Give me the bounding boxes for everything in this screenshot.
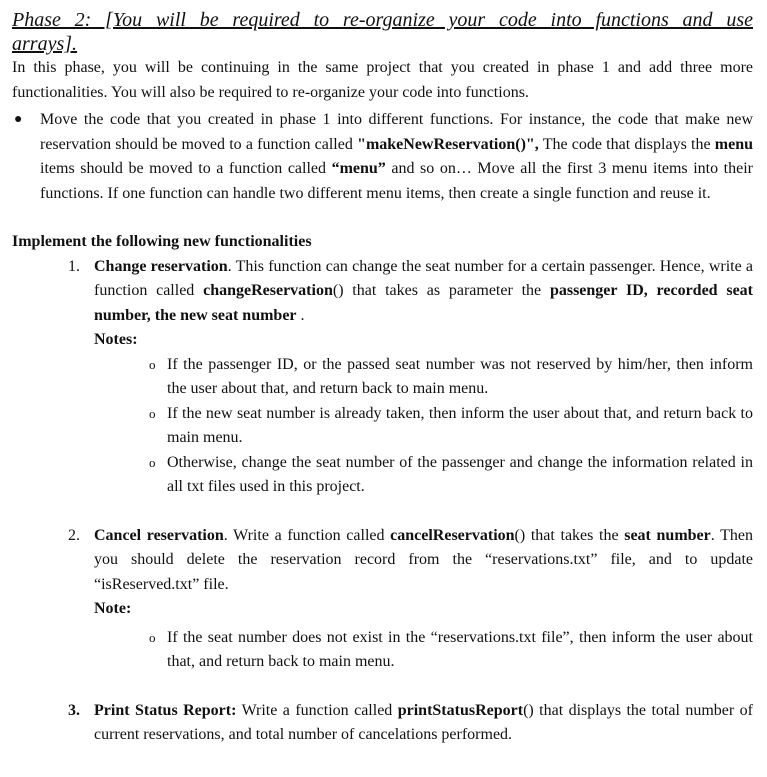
item-title: Print Status Report: (94, 701, 237, 719)
circle-bullet-icon: o (149, 629, 156, 645)
bullet-list (12, 108, 753, 206)
note-item: o If the seat number does not exist in the “reservations.txt file”, then inform the user about that, and return back to main menu. (149, 626, 753, 675)
circle-bullet-icon: o (149, 356, 156, 372)
item-title: Change reservation (94, 257, 228, 275)
circle-bullet-icon: o (149, 405, 156, 421)
item-title: Cancel reservation (94, 526, 224, 544)
item-print-status-report: 3. Print Status Report: Write a function called printStatusReport() that displays the total number of current reservations, and total number of cancelations performed. (12, 699, 753, 748)
cancel-reservation-notes (12, 626, 753, 675)
circle-bullet-icon: o (149, 454, 156, 470)
item-change-reservation: 1. Change reservation. This function can change the seat number for a certain passenger. Hence, write a function called changeReservation() that takes as parameter the passenger ID, recorded seat number, the new seat number . Notes: (12, 255, 753, 353)
item-number: 2. (68, 526, 80, 544)
bullet-item: ● Move the code that you created in phase 1 into different functions. For instance, the code that make new reservation should be moved to a function called "makeNewReservation()", The code that displays the menu items should be moved to a function called “menu” and so on… Move all the first 3 menu items into their functions. If one function can handle two different menu items, then create a single function and reuse it. (12, 108, 753, 206)
cancel-reservation-fn: cancelReservation (390, 526, 515, 544)
notes-label: Notes: (94, 331, 138, 348)
phase-heading-line-2: arrays]. (12, 33, 78, 55)
cancel-reservation-params: seat number (624, 526, 711, 544)
change-reservation-params: passenger ID, recorded seat number, the new seat number (94, 282, 754, 324)
make-new-reservation-fn: "makeNewReservation()", (357, 135, 539, 153)
phase-heading-line-1: Phase 2: [You will be required to re-organize your code into functions and use (12, 9, 753, 31)
bullet-icon: ● (14, 112, 23, 127)
note-item: o Otherwise, change the seat number of the passenger and change the information related in all txt files used in this project. (149, 451, 753, 500)
menu-word: menu (714, 135, 753, 153)
item-cancel-reservation: 2. Cancel reservation. Write a function called cancelReservation() that takes the seat number. Then you should delete the reservation record from the “reservations.txt” file, and to update “isReserved.txt” file. Note: (12, 524, 753, 622)
print-status-report-fn: printStatusReport (397, 701, 524, 719)
implement-title: Implement the following new functionalities (12, 233, 312, 250)
item-number: 1. (68, 257, 80, 275)
note-label: Note: (94, 600, 132, 617)
change-reservation-notes (12, 353, 753, 500)
item-number: 3. (68, 701, 80, 719)
note-item: o If the new seat number is already taken, then inform the user about that, and return back to main menu. (149, 402, 753, 451)
menu-fn: “menu” (331, 160, 386, 177)
note-item: o If the passenger ID, or the passed seat number was not reserved by him/her, then inform the user about that, and return back to main menu. (149, 353, 753, 402)
intro-paragraph: In this phase, you will be continuing in the same project that you created in phase 1 and add three more functionalities. You will also be required to re-organize your code into functions. (12, 59, 753, 101)
change-reservation-fn: changeReservation (203, 282, 333, 299)
